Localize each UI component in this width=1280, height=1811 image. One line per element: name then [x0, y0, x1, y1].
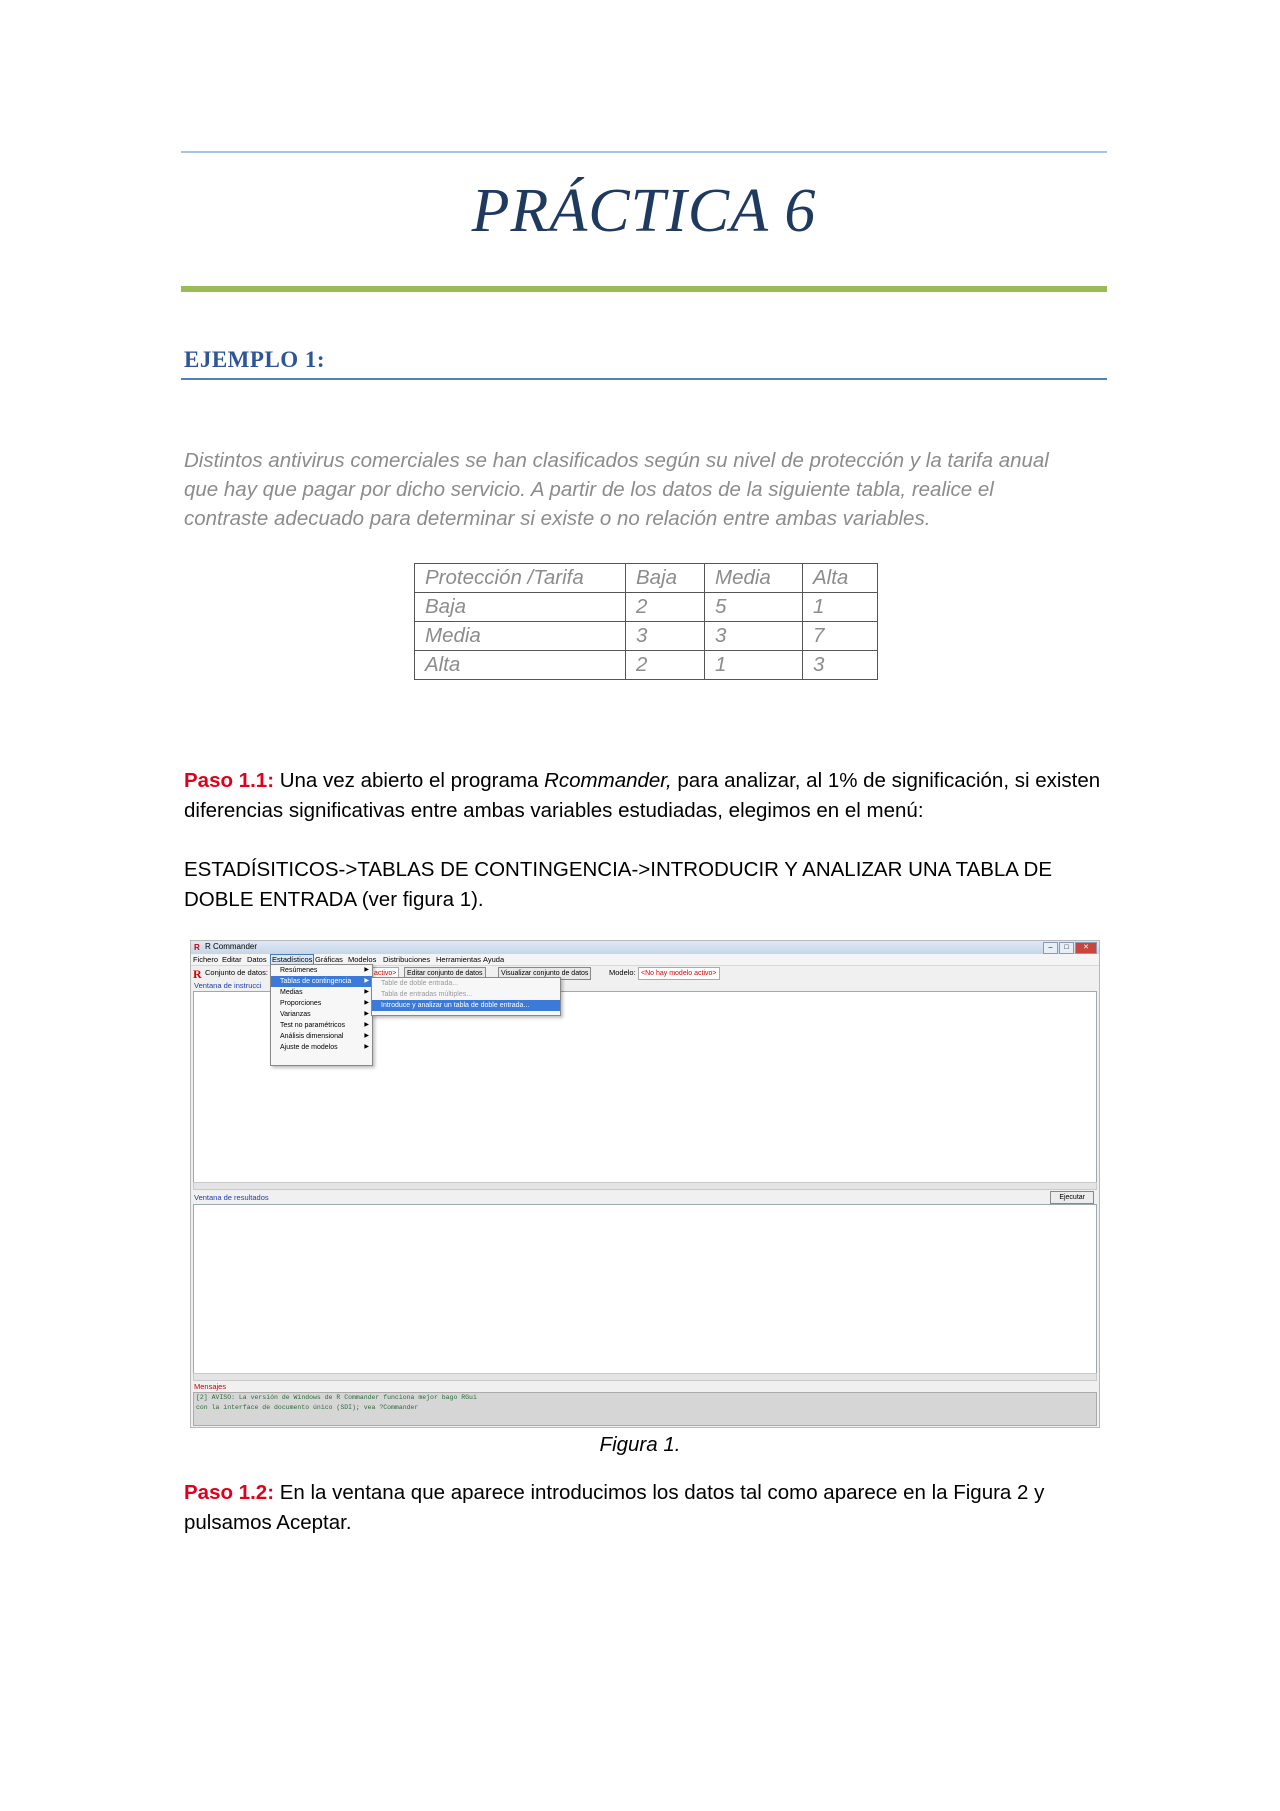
data-table: [414, 563, 878, 680]
r-logo-icon: R: [193, 967, 202, 981]
menu-item-analisis-dimensional[interactable]: Análisis dimensional ▶: [280, 1033, 369, 1040]
menu-path-paragraph: ESTADÍSITICOS->TABLAS DE CONTINGENCIA->INTRODUCIR Y ANALIZAR UNA TABLA DE DOBLE ENTRADA (ver figura 1).: [184, 858, 1053, 911]
dataset-label: Conjunto de datos:: [205, 968, 268, 977]
submenu-item-doble-entrada[interactable]: Table de doble entrada...: [381, 980, 459, 987]
program-name: Rcommander,: [544, 769, 672, 792]
table-cell: 1: [705, 651, 803, 680]
menu-item-proporciones[interactable]: Proporciones ▶: [280, 1000, 369, 1007]
messages-label: Mensajes: [194, 1382, 227, 1391]
table-cell: 7: [803, 622, 878, 651]
submenu-arrow-icon: ▶: [364, 978, 369, 984]
submenu-arrow-icon: ▶: [364, 1044, 369, 1050]
table-cell: 3: [803, 651, 878, 680]
menu-item-tablas-contingencia[interactable]: Tablas de contingencia ▶: [271, 976, 372, 987]
instructions-window-label: Ventana de instrucci: [194, 981, 262, 990]
table-cell: Baja: [415, 593, 626, 622]
table-cell: 3: [705, 622, 803, 651]
table-cell: Alta: [415, 651, 626, 680]
message-line: con la interface de documento único (SDI); vea ?Commander: [196, 1404, 419, 1411]
edit-dataset-button[interactable]: Editar conjunto de datos: [404, 967, 486, 980]
table-cell: 2: [626, 593, 705, 622]
messages-window[interactable]: [193, 1392, 1097, 1426]
results-scrollbar[interactable]: [193, 1373, 1097, 1381]
table-row: [415, 593, 878, 622]
menu-ayuda[interactable]: Ayuda: [483, 955, 505, 964]
menu-item-medias[interactable]: Medias ▶: [280, 989, 369, 996]
contingency-submenu: [371, 977, 561, 1016]
minimize-icon[interactable]: –: [1043, 942, 1058, 954]
window-titlebar: [191, 941, 1099, 954]
menu-item-ajuste-modelos[interactable]: Ajuste de modelos ▶: [280, 1044, 369, 1051]
model-label: Modelo:: [609, 968, 636, 977]
menu-editar[interactable]: Editar: [222, 955, 242, 964]
submenu-arrow-icon: ▶: [364, 1033, 369, 1039]
page-title: PRÁCTICA 6: [471, 177, 817, 245]
submenu-arrow-icon: ▶: [364, 967, 369, 973]
results-window-label: Ventana de resultados: [194, 1193, 269, 1202]
paso-1-1-text-a: Una vez abierto el programa: [274, 769, 545, 792]
message-line: [2] AVISO: La versión de Windows de R Commander funciona mejor bago RGui: [196, 1394, 477, 1401]
submenu-item-entradas-multiples[interactable]: Tabla de entradas múltiples...: [381, 991, 473, 998]
paso-1-2-text: En la ventana que aparece introducimos los datos tal como aparece en la Figura 2 y pulsamos Aceptar.: [184, 1481, 1045, 1534]
table-cell: 2: [626, 651, 705, 680]
paso-1-1-paragraph: [184, 766, 1114, 826]
menu-item-test-no-parametricos[interactable]: Test no paramétricos ▶: [280, 1022, 369, 1029]
menu-fichero[interactable]: Fichero: [193, 955, 219, 964]
stats-dropdown-menu: [270, 964, 373, 1066]
intro-line: Distintos antivirus comerciales se han clasificados según su nivel de protección y la tarifa anual: [184, 449, 1049, 472]
menu-distribuciones[interactable]: Distribuciones: [383, 955, 431, 964]
window-title: R Commander: [205, 942, 258, 951]
section-heading: EJEMPLO 1:: [184, 347, 326, 372]
table-header-row: [415, 564, 878, 593]
menu-datos[interactable]: Datos: [247, 955, 267, 964]
table-header-cell: Media: [705, 564, 803, 593]
submenu-arrow-icon: ▶: [364, 989, 369, 995]
dataset-value[interactable]: activo>: [371, 967, 399, 980]
model-value[interactable]: <No hay modelo activo>: [638, 967, 720, 980]
submenu-arrow-icon: ▶: [364, 1000, 369, 1006]
intro-line: contraste adecuado para determinar si existe o no relación entre ambas variables.: [184, 507, 931, 530]
instructions-scrollbar[interactable]: [193, 1182, 1097, 1190]
view-dataset-button[interactable]: Visualizar conjunto de datos: [498, 967, 591, 980]
submenu-arrow-icon: ▶: [364, 1022, 369, 1028]
paso-1-1-text-b: para analizar, al 1% de significación, si existen diferencias significativas entre ambas variables estudiadas, elegimos en el menú:: [184, 769, 1101, 822]
intro-paragraph: [184, 446, 1104, 533]
title-underline: [181, 286, 1107, 292]
paso-1-1-label: Paso 1.1:: [184, 769, 275, 792]
submenu-item-introduce-analizar[interactable]: Introduce y analizar un tabla de doble entrada...: [372, 1000, 560, 1011]
window-controls: [1043, 942, 1097, 954]
table-row: [415, 622, 878, 651]
menu-modelos[interactable]: Modelos: [348, 955, 377, 964]
table-cell: 5: [705, 593, 803, 622]
close-icon[interactable]: ✕: [1075, 942, 1097, 954]
rcommander-screenshot: [190, 940, 1100, 1428]
paso-1-2-label: Paso 1.2:: [184, 1481, 275, 1504]
table-header-cell: Alta: [803, 564, 878, 593]
section-rule: [181, 378, 1107, 380]
table-header-cell: Baja: [626, 564, 705, 593]
figure-caption: Figura 1.: [599, 1433, 681, 1456]
table-cell: Media: [415, 622, 626, 651]
paso-1-2-paragraph: [184, 1478, 1114, 1538]
menu-estadisticos[interactable]: Estadísticos: [272, 955, 313, 964]
table-row: [415, 651, 878, 680]
top-rule: [181, 151, 1107, 153]
menu-herramientas[interactable]: Herramientas: [436, 955, 482, 964]
table-cell: 3: [626, 622, 705, 651]
submenu-arrow-icon: ▶: [364, 1011, 369, 1017]
r-app-icon: R: [194, 943, 200, 952]
table-cell: 1: [803, 593, 878, 622]
maximize-icon[interactable]: □: [1059, 942, 1074, 954]
table-header-cell: Protección /Tarifa: [415, 564, 626, 593]
results-window[interactable]: [193, 1204, 1097, 1380]
menu-item-resumenes[interactable]: Resúmenes ▶: [280, 967, 369, 974]
intro-line: que hay que pagar por dicho servicio. A partir de los datos de la siguiente tabla, realice el: [184, 478, 994, 501]
run-button[interactable]: Ejecutar: [1050, 1191, 1094, 1204]
menu-graficas[interactable]: Gráficas: [315, 955, 343, 964]
menu-item-varianzas[interactable]: Varianzas ▶: [280, 1011, 369, 1018]
